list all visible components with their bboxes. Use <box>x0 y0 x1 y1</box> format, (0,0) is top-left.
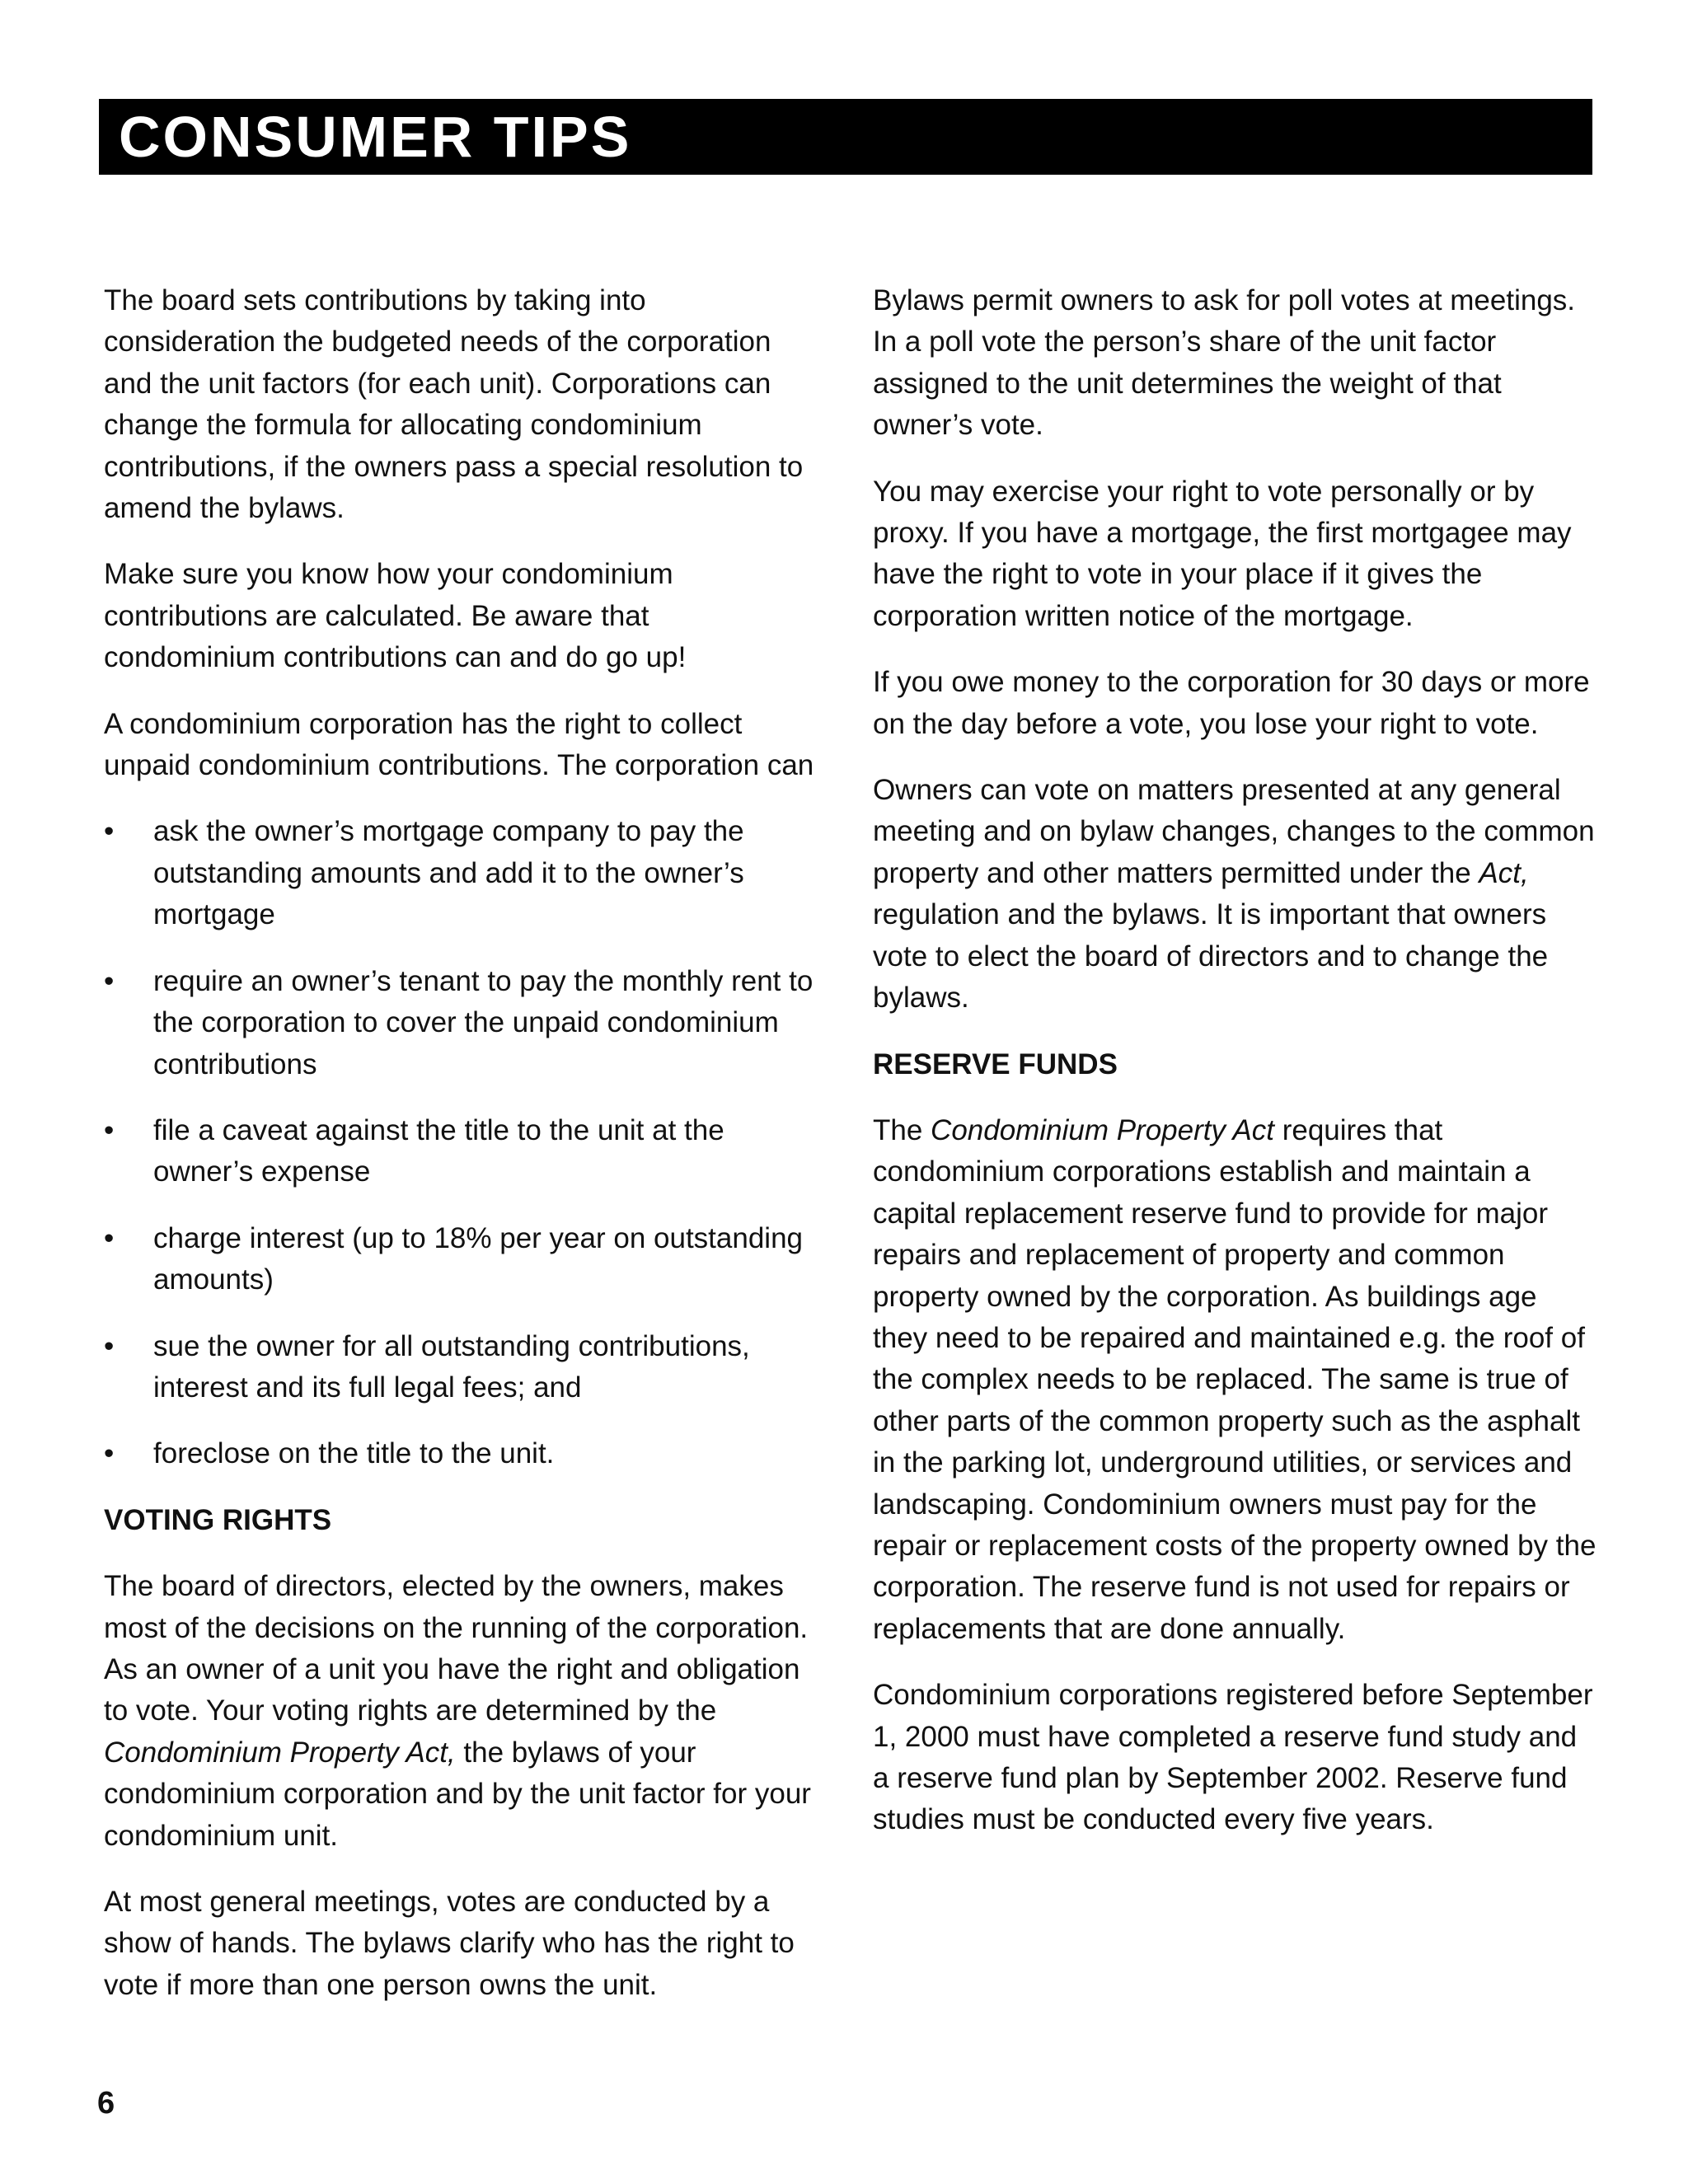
list-item <box>104 1218 817 1301</box>
text-run: The board of directors, elected by the owners, makes most of the decisions on the running of the corporation. As an owner of a unit you have the right and obligation to vote. Your voting rights are determined by the <box>104 1570 809 1727</box>
text-run: requires that condominium corporations establish and maintain a capital replacement reserve fund to provide for major repairs and replacement of property and common property owned by the corporation. As buildings age they need to be repaired and maintained e.g. the roof of the complex needs to be replaced. The same is true of other parts of the common property such as the asphalt in the parking lot, underground utilities, or services and landscaping. Condominium owners must pay for the repair or replacement costs of the property owned by the corporation. The reserve fund is not used for repairs or replacements that are done annually. <box>873 1113 1597 1645</box>
list-item <box>104 1326 817 1409</box>
paragraph: Make sure you know how your condominium contributions are calculated. Be aware that condominium contributions can and do go up! <box>104 558 687 674</box>
paragraph: The board sets contributions by taking into consideration the budgeted needs of the corporation and the unit factors (for each unit). Corporations can change the formula for allocating condominium contributions, if the owners pass a special resolution to amend the bylaws. <box>104 284 804 525</box>
bullet-icon: • <box>104 1437 115 1470</box>
bullet-icon: • <box>104 964 115 997</box>
text-run: regulation and the bylaws. It is important that owners vote to elect the board of directors and to change the bylaws. <box>873 898 1549 1015</box>
paragraph: You may exercise your right to vote personally or by proxy. If you have a mortgage, the first mortgagee may have the right to vote in your place if it gives the corporation written notice of the mortgage. <box>873 475 1572 632</box>
section-header-bar <box>99 99 1592 175</box>
act-title-italic: Condominium Property Act <box>931 1113 1274 1146</box>
bullet-icon: • <box>104 815 115 848</box>
paragraph <box>873 1110 1598 1650</box>
text-run: Owners can vote on matters presented at any general meeting and on bylaw changes, changes to the common property and other matters permitted under the <box>873 774 1595 889</box>
bullet-icon: • <box>104 1329 115 1362</box>
bullet-icon: • <box>104 1221 115 1254</box>
paragraph <box>104 1566 817 1857</box>
left-column <box>104 280 817 2031</box>
act-title-italic: Act, <box>1479 856 1529 889</box>
right-column <box>873 280 1598 1866</box>
paragraph: If you owe money to the corporation for 30 days or more on the day before a vote, you lose your right to vote. <box>873 666 1590 740</box>
collection-actions-list <box>104 811 817 1474</box>
voting-rights-heading: VOTING RIGHTS <box>104 1503 332 1536</box>
reserve-funds-heading: RESERVE FUNDS <box>873 1047 1118 1080</box>
list-item <box>104 961 817 1085</box>
paragraph: Condominium corporations registered before September 1, 2000 must have completed a reserve fund study and a reserve fund plan by September 2002. Reserve fund studies must be conducted every five years. <box>873 1679 1593 1836</box>
paragraph: A condominium corporation has the right to collect unpaid condominium contributions. The corporation can <box>104 707 814 782</box>
paragraph: At most general meetings, votes are conducted by a show of hands. The bylaws clarify who has the right to vote if more than one person owns the unit. <box>104 1886 795 2001</box>
list-item-text: charge interest (up to 18% per year on outstanding amounts) <box>153 1221 803 1296</box>
page-number: 6 <box>97 2086 115 2121</box>
list-item-text: sue the owner for all outstanding contributions, interest and its full legal fees; and <box>153 1329 750 1404</box>
list-item <box>104 1110 817 1193</box>
list-item <box>104 1433 817 1474</box>
list-item <box>104 811 817 935</box>
act-title-italic: Condominium Property Act, <box>104 1736 456 1769</box>
text-run: the bylaws of your condominium corporation and by the unit factor for your condominium unit. <box>104 1736 811 1852</box>
list-item-text: file a caveat against the title to the unit at the owner’s expense <box>153 1113 724 1188</box>
list-item-text: ask the owner’s mortgage company to pay the outstanding amounts and add it to the owner’s mortgage <box>153 815 744 931</box>
bullet-icon: • <box>104 1113 115 1146</box>
text-run: The <box>873 1113 931 1146</box>
paragraph: Bylaws permit owners to ask for poll votes at meetings. In a poll vote the person’s share of the unit factor assigned to the unit determines the weight of that owner’s vote. <box>873 284 1576 442</box>
section-title: CONSUMER TIPS <box>119 105 632 169</box>
list-item-text: foreclose on the title to the unit. <box>153 1437 555 1470</box>
list-item-text: require an owner’s tenant to pay the monthly rent to the corporation to cover the unpaid condominium contributions <box>153 964 814 1080</box>
paragraph <box>873 770 1598 1019</box>
